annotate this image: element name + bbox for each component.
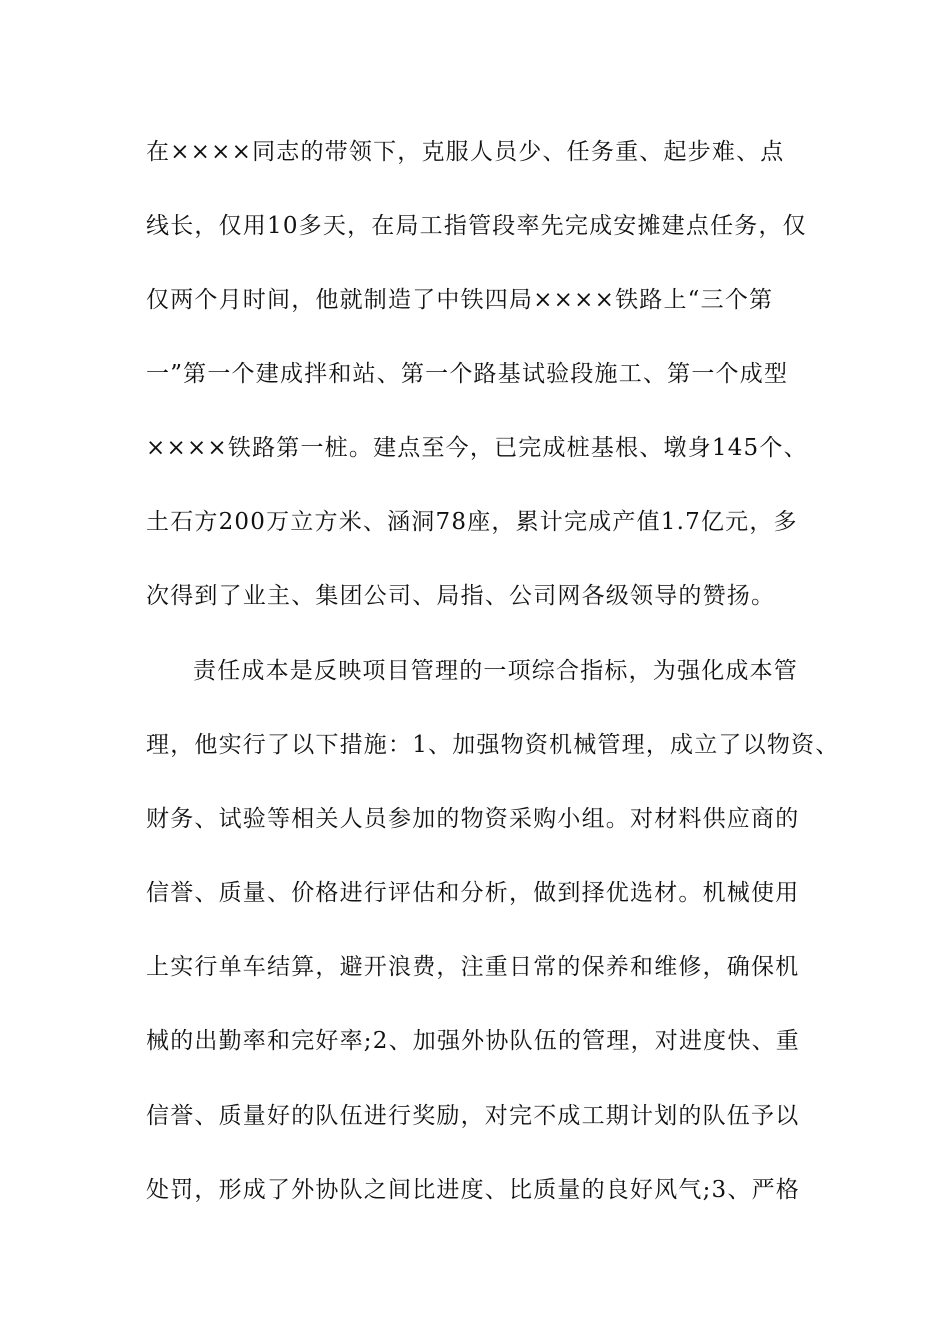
paragraph-line: 土石方200万立方米、涵洞78座，累计完成产值1.7亿元，多 xyxy=(146,509,798,535)
paragraph-line: 上实行单车结算，避开浪费，注重日常的保养和维修，确保机 xyxy=(146,954,800,980)
paragraph-line: 次得到了业主、集团公司、局指、公司网各级领导的赞扬。 xyxy=(146,583,776,609)
paragraph-line: 处罚，形成了外协队之间比进度、比质量的良好风气;3、严格 xyxy=(146,1177,800,1203)
paragraph-line: 信誉、质量好的队伍进行奖励，对完不成工期计划的队伍予以 xyxy=(146,1103,800,1129)
paragraph-line: 信誉、质量、价格进行评估和分析，做到择优选材。机械使用 xyxy=(146,880,800,906)
paragraph-line: ××××铁路第一桩。建点至今，已完成桩基根、墩身145个、 xyxy=(146,435,808,461)
paragraph-first-line: 责任成本是反映项目管理的一项综合指标，为强化成本管 xyxy=(193,658,798,684)
paragraph-line: 理，他实行了以下措施：1、加强物资机械管理，成立了以物资、 xyxy=(146,732,840,758)
paragraph-line: 财务、试验等相关人员参加的物资采购小组。对材料供应商的 xyxy=(146,806,800,832)
paragraph-line: 一”第一个建成拌和站、第一个路基试验段施工、第一个成型 xyxy=(146,361,789,387)
paragraph-line: 械的出勤率和完好率;2、加强外协队伍的管理，对进度快、重 xyxy=(146,1028,800,1054)
paragraph-line: 线长，仅用10多天，在局工指管段率先完成安摊建点任务，仅 xyxy=(146,213,807,239)
paragraph-line: 在××××同志的带领下，克服人员少、任务重、起步难、点 xyxy=(146,139,785,165)
paragraph-line: 仅两个月时间，他就制造了中铁四局××××铁路上“三个第 xyxy=(146,287,774,313)
